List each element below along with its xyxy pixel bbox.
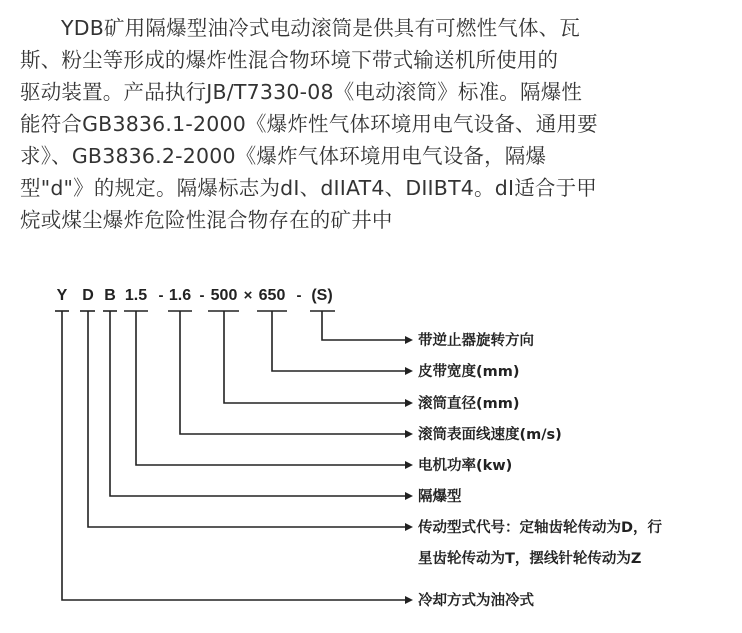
legend-surface-speed: 滚筒表面线速度(m/s) [418,427,562,443]
code-separator: - [199,287,205,304]
code-part-diameter: 500 [210,287,238,304]
paragraph-line: 驱动装置。产品执行JB/T7330-08《电动滚筒》标准。隔爆性 [20,80,583,104]
paragraph-line: 型"d"》的规定。隔爆标志为dI、dIIAT4、DIIBT4。dI适合于甲 [20,176,597,200]
code-part-y: Y [56,287,68,304]
legend-explosion-proof: 隔爆型 [418,489,462,505]
paragraph-line: 烷或煤尘爆炸危险性混合物存在的矿井中 [20,208,393,232]
code-part-b: B [104,287,116,304]
code-part-power: 1.5 [124,287,148,304]
code-part-speed: 1.6 [168,287,192,304]
code-separator: - [296,287,302,304]
legend-belt-width: 皮带宽度(mm) [418,364,520,380]
code-part-width: 650 [258,287,286,304]
code-multiply-sign: × [243,287,253,304]
legend-rotation-direction: 带逆止器旋转方向 [418,333,534,349]
legend-transmission-type: 传动型式代号：定轴齿轮传动为D，行 [418,520,663,536]
paragraph-line: 斯、粉尘等形成的爆炸性混合物环境下带式输送机所使用的 [20,48,559,72]
paragraph-line: YDB矿用隔爆型油冷式电动滚筒是供具有可燃性气体、瓦 [61,16,581,40]
paragraph-line: 求》、GB3836.2-2000《爆炸气体环境用电气设备，隔爆 [20,144,547,168]
code-part-rotation: (S) [311,287,333,304]
leader-lines [62,311,413,604]
legend-motor-power: 电机功率(kw) [418,458,513,474]
code-separator: - [158,287,164,304]
paragraph-line: 能符合GB3836.1-2000《爆炸性气体环境用电气设备、通用要 [20,112,598,136]
legend-cooling-method: 冷却方式为油冷式 [418,593,534,609]
legend-drum-diameter: 滚筒直径(mm) [418,396,520,412]
code-part-d: D [82,287,94,304]
legend-transmission-type-cont: 星齿轮传动为T，摆线针轮传动为Z [418,551,642,567]
